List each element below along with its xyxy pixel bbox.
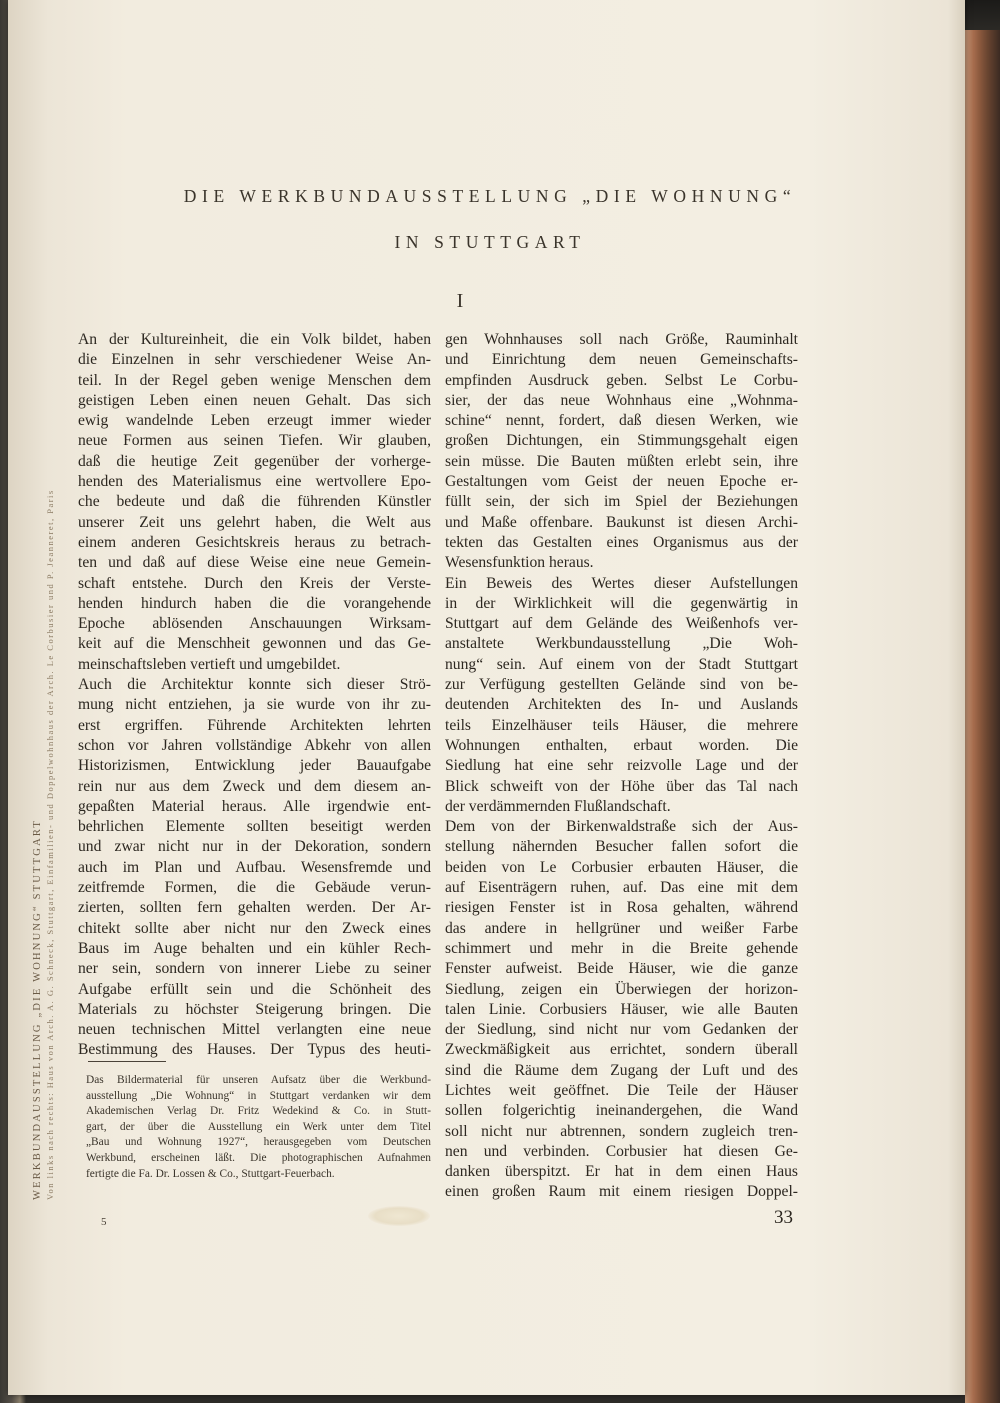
article-title-line-2: IN STUTTGART — [394, 232, 586, 252]
text-line: zeitfremde Formen, die die Gebäude verun- — [78, 879, 431, 897]
spine-caption-title: WERKBUNDAUSSTELLUNG „DIE WOHNUNG“ STUTTGART — [32, 818, 43, 1200]
text-line: henden des Materialismus eine wertvollere Epo- — [78, 473, 431, 491]
text-line: Siedlung, zeigen ein Überwiegen der horizon- — [445, 980, 798, 998]
text-line: nung“ sein. Auf einem von der Stadt Stuttgart — [445, 655, 798, 673]
text-line: füllt sein, der sich im Spiel der Beziehungen — [445, 493, 798, 511]
text-line: schine“ nennt, fordert, daß diesen Werken, wie — [445, 412, 798, 430]
text-line: behrlichen Elemente sollten beseitigt werden — [78, 818, 431, 836]
text-column-left — [78, 330, 431, 1061]
footnote-line: Werkbund, erscheinen läßt. Die photographischen Aufnahmen — [86, 1151, 431, 1164]
text-line: Gestaltungen vom Geist der neuen Epoche er- — [445, 473, 798, 491]
text-line: danken überspitzt. Er hat in dem einen Haus — [445, 1163, 798, 1181]
text-line: Lichtes weit geöffnet. Die Teile der Häuser — [445, 1081, 798, 1099]
text-line: gepaßten Material heraus. Alle irgendwie ent- — [78, 797, 431, 815]
text-line: tekten das Gestalten eines Organismus aus der — [445, 533, 798, 551]
text-line: mung nicht entziehen, ja sie wurde von ihr zu- — [78, 696, 431, 714]
text-line: soll nicht nur abtrennen, sondern zugleich tren- — [445, 1122, 798, 1140]
text-line: sind die Räume dem Zugang der Luft und des — [445, 1061, 798, 1079]
text-line: rein nur aus dem Zweck und dem diesem an- — [78, 777, 431, 795]
text-line: che bedeute und daß die führenden Künstler — [78, 493, 431, 511]
text-line: in der Wirklichkeit will die gegenwärtig in — [445, 594, 798, 612]
text-line: empfinden Ausdruck geben. Selbst Le Corbu- — [445, 371, 798, 389]
text-line: erst ergriffen. Führende Architekten lehrten — [78, 716, 431, 734]
footnote-rule — [88, 1061, 166, 1062]
text-line: großen Dichtungen, ein Stimmungsgehalt eigen — [445, 432, 798, 450]
footnote — [86, 1073, 431, 1182]
footnote-line: ausstellung „Die Wohnung“ in Stuttgart verdanken wir dem — [86, 1089, 431, 1102]
text-line: zur Verfügung gestellten Gelände sind von be- — [445, 676, 798, 694]
text-line: teils Einzelhäuser teils Häuser, die mehrere — [445, 716, 798, 734]
text-line: einem anderen Gesichtskreis heraus zu betrach- — [78, 533, 431, 551]
text-line: neuen technischen Mittel verlangten eine neue — [78, 1021, 431, 1039]
library-stamp — [368, 1206, 430, 1226]
text-line: chitekt sollte aber nicht nur den Zweck eines — [78, 919, 431, 937]
text-column-right — [445, 330, 798, 1203]
text-line: auch im Plan und Aufbau. Wesensfremde und — [78, 858, 431, 876]
text-line: und zwar nicht nur in der Dekoration, sondern — [78, 838, 431, 856]
text-line: auf Eisenträgern ruhen, auf. Das eine mit dem — [445, 879, 798, 897]
text-line: geistigen Leben einen neuen Gehalt. Das sich — [78, 391, 431, 409]
text-line: Ein Beweis des Wertes dieser Aufstellungen — [445, 574, 798, 592]
section-number: I — [456, 290, 464, 312]
text-line: talen Linie. Corbusiers Häuser, wie alle Bauten — [445, 1000, 798, 1018]
text-line: Auch die Architektur konnte sich dieser Strö- — [78, 676, 431, 694]
text-line: zierten, sollten fern gehalten werden. Der Ar- — [78, 899, 431, 917]
text-line: sier, der das neue Wohnhaus eine „Wohnma- — [445, 391, 798, 409]
text-line: An der Kultureinheit, die ein Volk bildet, haben — [78, 331, 431, 348]
text-line: das andere in hellgrüner und weißer Farbe — [445, 919, 798, 937]
text-line: unserer Zeit uns gelehrt haben, die Welt aus — [78, 513, 431, 531]
text-line: sein müsse. Die Bauten müßten erlebt sein, ihre — [445, 452, 798, 470]
text-line: Epoche ablösenden Anschauungen Wirksam- — [78, 615, 431, 633]
text-line: und Einrichtung dem neuen Gemeinschafts- — [445, 351, 798, 369]
text-line: Bestimmung des Hauses. Der Typus des heuti- — [78, 1041, 431, 1059]
footnote-line: „Bau und Wohnung 1927“, herausgegeben vom Deutschen — [86, 1136, 431, 1149]
text-line: gen Wohnhauses soll nach Größe, Rauminhalt — [445, 331, 798, 348]
footnote-line: Das Bildermaterial für unseren Aufsatz über die Werkbund- — [86, 1074, 431, 1086]
text-line: neue Formen aus seinen Tiefen. Wir glauben, — [78, 432, 431, 450]
spine-caption-subtitle: Von links nach rechts: Haus von Arch. A. G. Schneck, Stuttgart, Einfamilien- und Doppelwohnhaus der Arch. Le Corbusier und P. Jeanneret, Paris — [45, 489, 55, 1200]
text-line: sollen folgerichtig ineinandergehen, die Wand — [445, 1102, 798, 1120]
text-line: Siedlung hat eine sehr reizvolle Lage und der — [445, 757, 798, 775]
footnote-line: gart, der über die Ausstellung ein Werk unter dem Titel — [86, 1120, 431, 1133]
text-line: Materials zu höchster Steigerung bringen. Die — [78, 1000, 431, 1018]
text-line: einen großen Raum mit einem riesigen Doppel- — [445, 1183, 798, 1201]
text-line: Fenster aufweist. Beide Häuser, wie die ganze — [445, 960, 798, 978]
text-line: keit auf die Menschheit gewonnen und das Ge- — [78, 635, 431, 653]
article-title-line-1: DIE WERKBUNDAUSSTELLUNG „DIE WOHNUNG“ — [183, 186, 797, 206]
text-line: ten und daß auf diese Weise eine neue Gemein- — [78, 554, 431, 572]
text-line: stellung nähernden Besucher fallen sofort die — [445, 838, 798, 856]
page-number: 33 — [774, 1207, 793, 1228]
text-line: nen und verbinden. Corbusier hat diesen Ge- — [445, 1142, 798, 1160]
text-line: Wesensfunktion heraus. — [445, 554, 594, 572]
text-line: teil. In der Regel geben wenige Menschen dem — [78, 371, 431, 389]
text-line: deutenden Architekten des In- und Auslands — [445, 696, 798, 714]
text-line: ewig wandelnde Leben erzeugt immer wieder — [78, 412, 431, 430]
text-line: Zweckmäßigkeit aus errichtet, sondern überall — [445, 1041, 798, 1059]
text-line: riesigen Fenster ist in Rosa gehalten, während — [445, 899, 798, 917]
text-line: der Siedlung, sind nicht nur vom Gedanken der — [445, 1021, 798, 1039]
text-line: Historizismen, Entwicklung jeder Bauaufgabe — [78, 757, 431, 775]
text-line: schimmert und mehr in die Breite gehende — [445, 939, 798, 957]
text-line: Wohnungen enthalten, erbaut worden. Die — [445, 736, 798, 754]
text-line: meinschaftsleben vertieft und umgebildet. — [78, 655, 341, 673]
footnote-line: Akademischen Verlag Dr. Fritz Wedekind & Co. in Stutt- — [86, 1105, 431, 1118]
text-line: daß die heutige Zeit gegenüber der vorherge- — [78, 452, 431, 470]
text-line: ner sein, sondern von innerer Liebe zu seiner — [78, 960, 431, 978]
text-line: anstaltete Werkbundausstellung „Die Woh- — [445, 635, 798, 653]
text-line: Blick schweift von der Höhe über das Tal nach — [445, 777, 798, 795]
text-line: henden hindurch haben die die vorangehende — [78, 594, 431, 612]
text-line: Stuttgart auf dem Gelände des Weißenhofs ver- — [445, 615, 798, 633]
text-line: schon vor Jahren vollständige Abkehr von allen — [78, 736, 431, 754]
text-line: beiden von Le Corbusier erbauten Häuser, die — [445, 858, 798, 876]
text-line: der verdämmernden Flußlandschaft. — [445, 797, 671, 815]
text-line: die Einzelnen in sehr verschiedener Weise An- — [78, 351, 431, 369]
text-line: Dem von der Birkenwaldstraße sich der Aus- — [445, 818, 798, 836]
text-line: Baus im Auge behalten und ein kühler Rech- — [78, 939, 431, 957]
text-line: Aufgabe erfüllt sein und die Schönheit des — [78, 980, 431, 998]
book-page-edges — [965, 30, 1000, 1403]
signature-mark: 5 — [101, 1216, 107, 1228]
text-line: schaft entstehe. Durch den Kreis der Verste- — [78, 574, 431, 592]
footnote-line: fertigte die Fa. Dr. Lossen & Co., Stuttgart-Feuerbach. — [86, 1167, 335, 1180]
spine-caption — [14, 120, 55, 1200]
text-line: und Maße offenbare. Baukunst ist diesen Archi- — [445, 513, 798, 531]
